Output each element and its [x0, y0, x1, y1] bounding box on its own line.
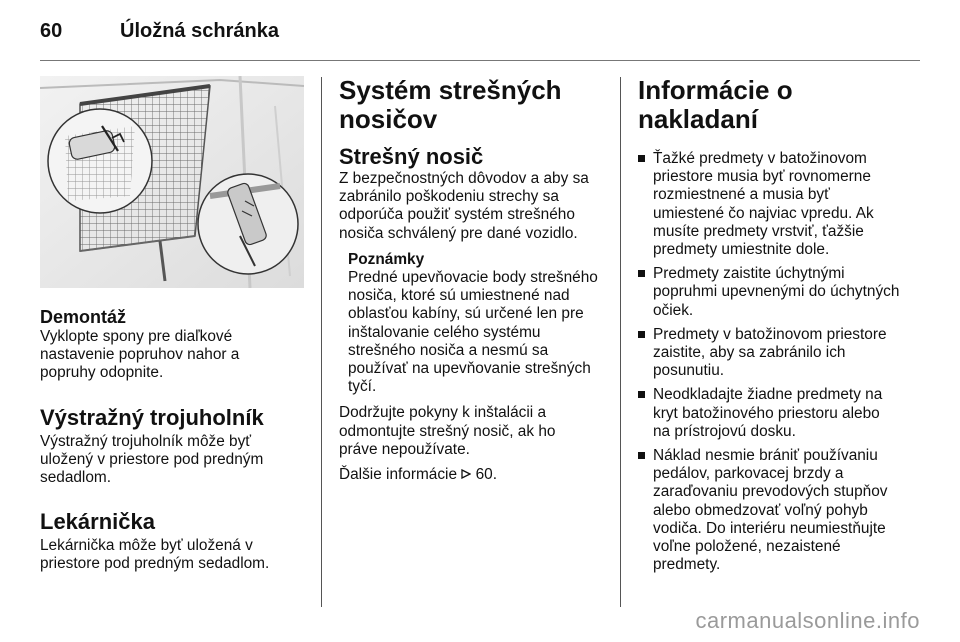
first-aid-heading: Lekárnička [40, 509, 155, 535]
left-column [40, 307, 304, 574]
list-item: Náklad nesmie brániť používaniu pedálov, parkovacej brzdy a zaraďovaniu prevodových stupňov alebo obmedzovať voľný pohyb vodiča. Do interiéru neumiestňujte voľne položené, nezaistené predmety. [638, 447, 900, 574]
loading-info-list [638, 150, 900, 574]
roof-rack-subheading: Strešný nosič [339, 144, 484, 169]
note-text: Predné upevňovacie body strešného nosiča, ktoré sú umiestnené nad oblasťou kabíny, sú určené len pre inštalovanie celého systému strešného nosiča a nesmú sa používať na upevňovanie strešných tyčí. [348, 269, 598, 396]
bullet-icon [638, 452, 645, 459]
warning-triangle-text: Výstražný trojuholník môže byť uložený v priestore pod predným sedadlom. [40, 432, 264, 487]
roof-rack-intro: Z bezpečnostných dôvodov a aby sa zabránilo poškodeniu strechy sa odporúča použiť systém strešného nosiča schválený pre dané vozidlo. [339, 170, 589, 242]
page-header [0, 0, 960, 60]
install-instructions: Dodržujte pokyny k inštalácii a odmontujte strešný nosič, ak ho práve nepoužívate. [339, 404, 556, 458]
page-title: Úložná schránka [120, 20, 279, 42]
note-label: Poznámky [348, 250, 425, 268]
bullet-icon [638, 155, 645, 162]
heading-line-2: nosičov [339, 104, 438, 134]
heading-line-1: Systém strešných [339, 75, 562, 105]
list-item: Predmety v batožinovom priestore zaistite, aby sa zabránilo ich posunutiu. [638, 326, 900, 381]
middle-column [339, 76, 604, 484]
list-item: Neodkladajte žiadne predmety na kryt batožinového priestoru alebo na prístrojovú dosku. [638, 386, 900, 441]
more-info-page-link[interactable]: 60. [475, 466, 498, 484]
column-divider-right [620, 77, 621, 607]
dismount-text: Vyklopte spony pre diaľkové nastavenie popruhov nahor a popruhy odopnite. [40, 328, 240, 382]
watermark: carmanualsonline.info [695, 608, 920, 633]
header-divider [40, 60, 920, 61]
bullet-icon [638, 270, 645, 277]
column-divider-left [321, 77, 322, 607]
right-column [638, 76, 900, 580]
bullet-icon [638, 331, 645, 338]
list-item: Ťažké predmety v batožinovom priestore musia byť rovnomerne rozmiestnené a musia byť umiestené čo najviac vpredu. Ak musíte predmety vrstviť, ťažšie predmety umiestnite dole. [638, 150, 900, 259]
dismount-heading: Demontáž [40, 307, 127, 327]
first-aid-text: Lekárnička môže byť uložená v priestore pod predným sedadlom. [40, 537, 270, 573]
more-info [339, 466, 604, 484]
more-info-text: Ďalšie informácie [339, 466, 458, 484]
note-block [348, 251, 610, 397]
page-reference-icon [461, 469, 471, 479]
warning-triangle-heading: Výstražný trojuholník [40, 404, 264, 430]
page-number: 60 [40, 20, 63, 42]
bullet-icon [638, 391, 645, 398]
list-item: Predmety zaistite úchytnými popruhmi upevnenými do úchytných očiek. [638, 265, 900, 320]
cargo-net-illustration [40, 76, 304, 288]
roof-rack-system-heading [339, 76, 604, 134]
loading-info-heading: Informácie o nakladaní [638, 75, 793, 134]
